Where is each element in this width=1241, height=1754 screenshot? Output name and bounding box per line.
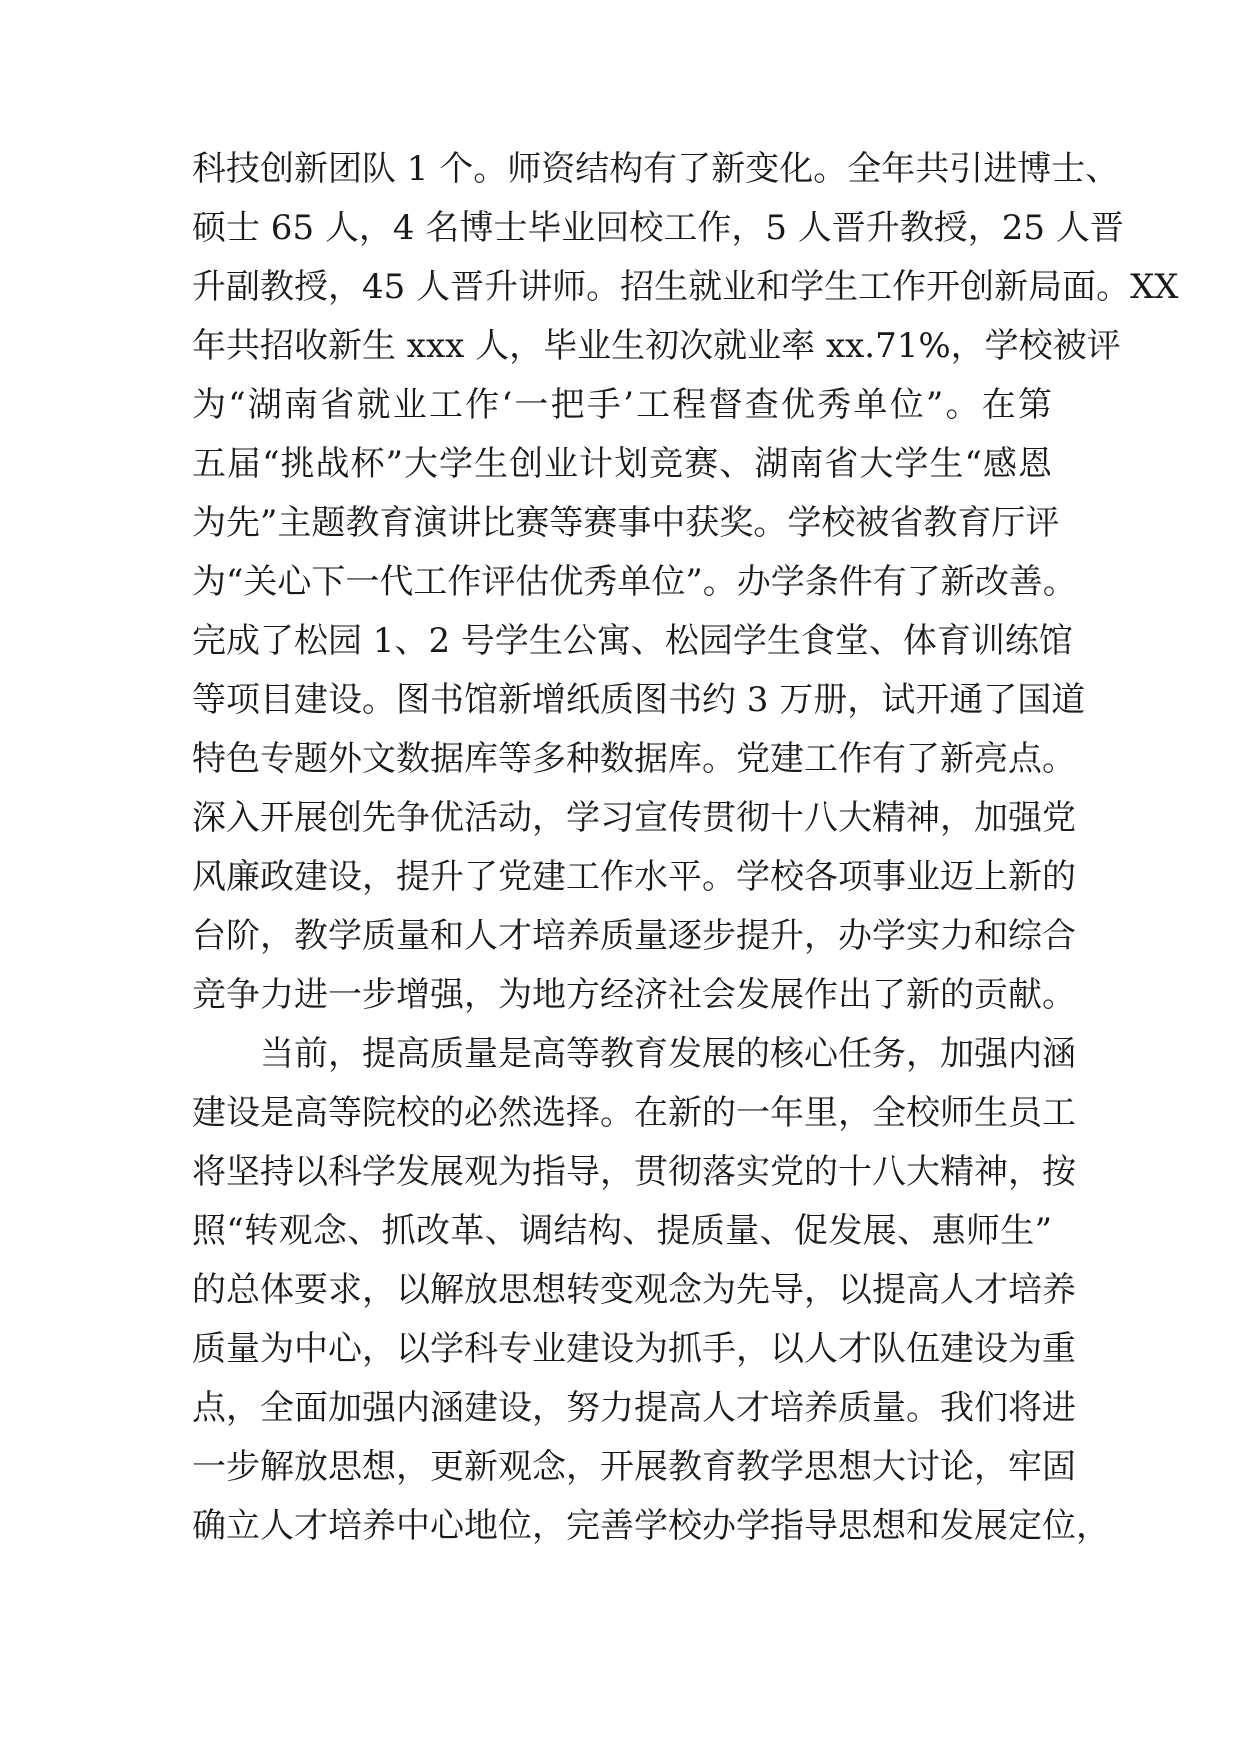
text-line: 升副教授，45 人晋升讲师。招生就业和学生工作开创新局面。XX [192, 267, 1179, 307]
paragraph-start-line: 当前，提高质量是高等教育发展的核心任务，加强内涵 [260, 1034, 1076, 1074]
text-line: 台阶，教学质量和人才培养质量逐步提升，办学实力和综合 [192, 916, 1076, 956]
text-line: 将坚持以科学发展观为指导，贯彻落实党的十八大精神，按 [192, 1152, 1076, 1192]
text-line: 硕士 65 人，4 名博士毕业回校工作，5 人晋升教授，25 人晋 [192, 208, 1124, 248]
text-line: 竞争力进一步增强，为地方经济社会发展作出了新的贡献。 [192, 975, 1076, 1015]
text-line: 完成了松园 1、2 号学生公寓、松园学生食堂、体育训练馆 [192, 621, 1073, 661]
text-line: 点，全面加强内涵建设，努力提高人才培养质量。我们将进 [192, 1388, 1076, 1428]
text-line: 深入开展创先争优活动，学习宣传贯彻十八大精神，加强党 [192, 798, 1076, 838]
text-line: 照“转观念、抓改革、调结构、提质量、促发展、惠师生” [192, 1211, 1052, 1251]
text-line: 为“关心下一代工作评估优秀单位”。办学条件有了新改善。 [192, 562, 1077, 602]
text-line: 五届“挑战杯”大学生创业计划竞赛、湖南省大学生“感恩 [192, 444, 1052, 484]
body-text [192, 140, 1179, 1556]
text-line: 科技创新团队 1 个。师资结构有了新变化。全年共引进博士、 [192, 149, 1120, 189]
text-line: 建设是高等院校的必然选择。在新的一年里，全校师生员工 [192, 1093, 1076, 1133]
text-line: 质量为中心，以学科专业建设为抓手，以人才队伍建设为重 [192, 1329, 1076, 1369]
text-line: 年共招收新生 xxx 人，毕业生初次就业率 xx.71%，学校被评 [192, 326, 1121, 366]
text-line: 的总体要求，以解放思想转变观念为先导，以提高人才培养 [192, 1270, 1076, 1310]
text-line: 风廉政建设，提升了党建工作水平。学校各项事业迈上新的 [192, 857, 1076, 897]
text-line: 为“湖南省就业工作‘一把手’工程督查优秀单位”。在第 [192, 385, 1052, 425]
text-line: 等项目建设。图书馆新增纸质图书约 3 万册，试开通了国道 [192, 680, 1086, 720]
text-line: 为先”主题教育演讲比赛等赛事中获奖。学校被省教育厅评 [192, 503, 1060, 543]
text-line: 确立人才培养中心地位，完善学校办学指导思想和发展定位， [192, 1506, 1110, 1546]
text-line: 特色专题外文数据库等多种数据库。党建工作有了新亮点。 [192, 739, 1076, 779]
text-line: 一步解放思想，更新观念，开展教育教学思想大讨论，牢固 [192, 1447, 1076, 1487]
